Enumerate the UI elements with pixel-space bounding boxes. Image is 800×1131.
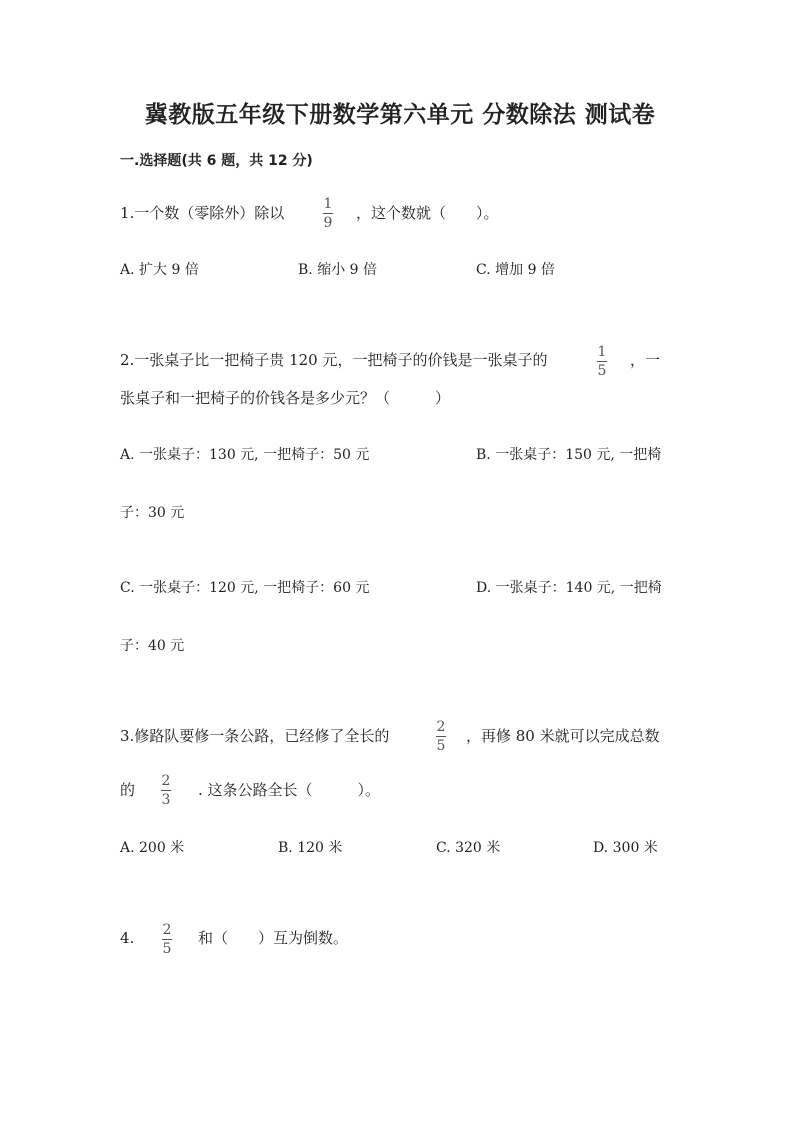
q2-text-line2: 张桌子和一把椅子的价钱各是多少元？（ ） [120, 389, 451, 407]
q3-fraction-1-numerator: 2 [436, 719, 446, 735]
fraction-bar [162, 939, 172, 940]
q2-fraction-numerator: 1 [597, 344, 607, 360]
q2-text-post: ，一 [630, 351, 661, 369]
fraction-bar [161, 790, 171, 791]
q3-fraction-2-denominator: 3 [161, 792, 171, 808]
q2-option-d[interactable]: D. 一张桌子：140 元, 一把椅 [476, 580, 662, 596]
q1-fraction-numerator: 1 [323, 196, 333, 212]
fraction-bar [597, 361, 607, 362]
q1-option-a[interactable]: A. 扩大 9 倍 [120, 262, 199, 278]
q3-fraction-2-numerator: 2 [161, 773, 171, 789]
q4-fraction-denominator: 5 [162, 941, 172, 957]
q1-fraction-denominator: 9 [323, 215, 333, 231]
q2-option-b-continued[interactable]: 子：30 元 [120, 505, 185, 521]
q1-option-c[interactable]: C. 增加 9 倍 [476, 262, 555, 278]
q2-fraction [594, 344, 610, 379]
q3-text-line2-post: . 这条公路全长（ ）。 [198, 781, 381, 799]
q3-option-c[interactable]: C. 320 米 [436, 840, 501, 856]
q3-option-b[interactable]: B. 120 米 [278, 840, 343, 856]
q3-option-a[interactable]: A. 200 米 [120, 840, 185, 856]
q3-text-pre: 3.修路队要修一条公路，已经修了全长的 [120, 727, 390, 745]
section-heading: 一.选择题(共 6 题，共 12 分) [120, 153, 313, 169]
q4-text-pre: 4. [120, 929, 135, 947]
q2-option-b[interactable]: B. 一张桌子：150 元, 一把椅 [476, 447, 662, 463]
q4-text-post: 和（ ）互为倒数。 [198, 929, 349, 947]
q1-fraction [320, 196, 336, 231]
q3-option-d[interactable]: D. 300 米 [593, 840, 658, 856]
fraction-bar [323, 213, 333, 214]
q1-text-post: ，这个数就（ ）。 [356, 204, 499, 222]
q3-fraction-2 [158, 773, 174, 808]
q2-option-d-continued[interactable]: 子：40 元 [120, 638, 185, 654]
page-title: 冀教版五年级下册数学第六单元 分数除法 测试卷 [144, 102, 656, 128]
q3-text-line2-pre: 的 [120, 781, 136, 799]
fraction-bar [436, 736, 446, 737]
q4-fraction [159, 922, 175, 957]
q3-fraction-1-denominator: 5 [436, 738, 446, 754]
q1-option-b[interactable]: B. 缩小 9 倍 [298, 262, 377, 278]
q4-fraction-numerator: 2 [162, 922, 172, 938]
q2-option-a[interactable]: A. 一张桌子：130 元, 一把椅子：50 元 [120, 447, 370, 463]
q1-text-pre: 1.一个数（零除外）除以 [120, 204, 285, 222]
q2-text-pre: 2.一张桌子比一把椅子贵 120 元，一把椅子的价钱是一张桌子的 [120, 351, 548, 369]
q2-option-c[interactable]: C. 一张桌子：120 元, 一把椅子：60 元 [120, 580, 370, 596]
q2-fraction-denominator: 5 [597, 363, 607, 379]
q3-text-post: ，再修 80 米就可以完成总数 [466, 727, 660, 745]
q3-fraction-1 [433, 719, 449, 754]
